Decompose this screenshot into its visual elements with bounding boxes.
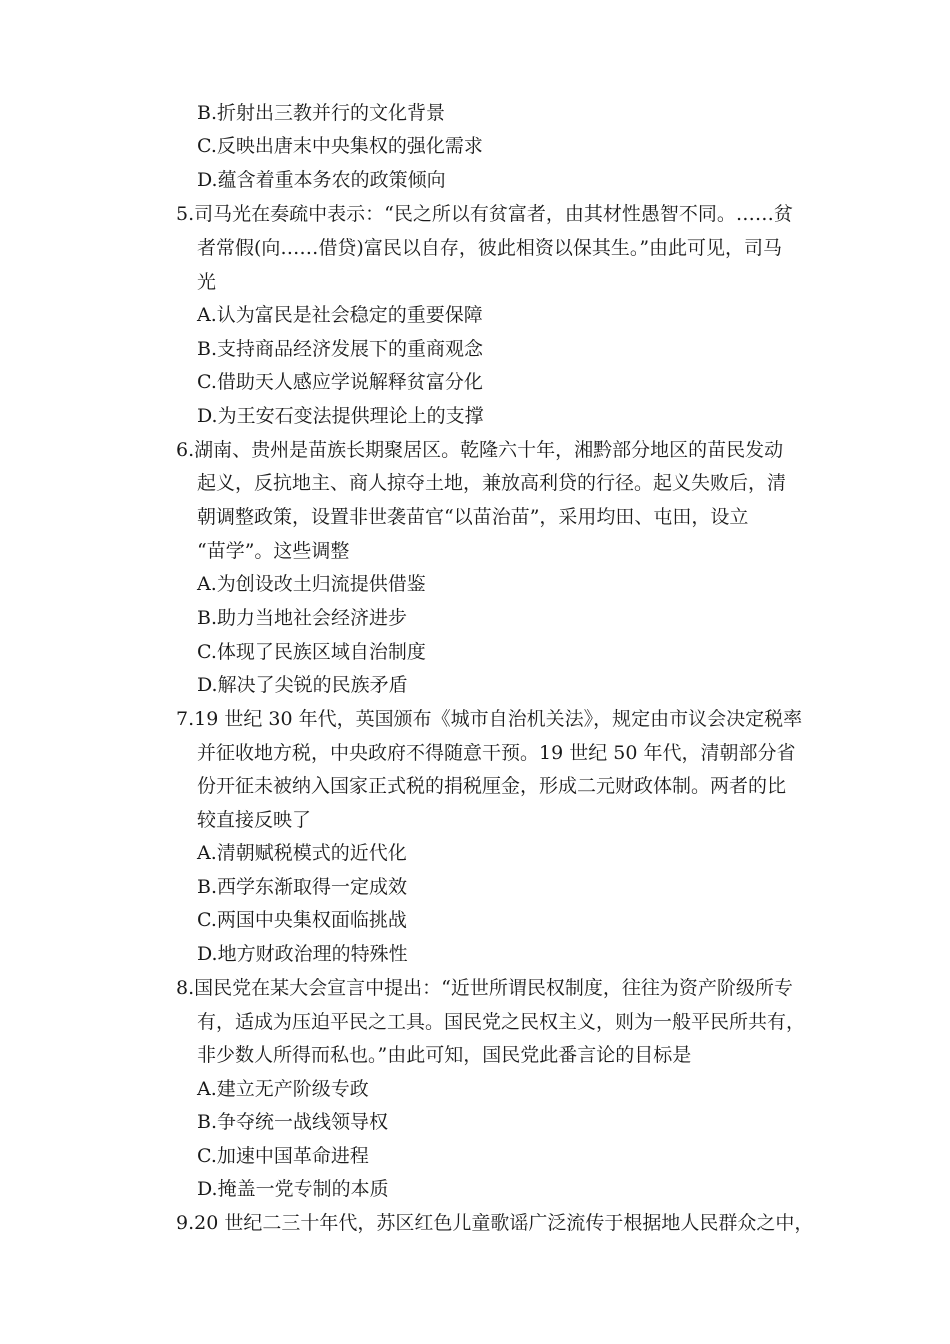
q8-option-d[interactable]: D.掩盖一党专制的本质 — [197, 1178, 389, 1200]
q8-stem-line-3: 非少数人所得而私也。”由此可知，国民党此番言论的目标是 — [197, 1044, 692, 1066]
q6-option-a[interactable]: A.为创设改土归流提供借鉴 — [197, 573, 426, 595]
q7-stem-line-1: 7.19 世纪 30 年代，英国颁布《城市自治机关法》，规定由市议会决定税率 — [176, 708, 803, 730]
q7-stem-line-3: 份开征未被纳入国家正式税的捐税厘金，形成二元财政体制。两者的比 — [197, 775, 787, 797]
q8-option-a[interactable]: A.建立无产阶级专政 — [197, 1078, 369, 1100]
q6-stem-line-1: 6.湖南、贵州是苗族长期聚居区。乾隆六十年，湘黔部分地区的苗民发动 — [176, 439, 784, 461]
q6-option-d[interactable]: D.解决了尖锐的民族矛盾 — [197, 674, 408, 696]
q8-option-b[interactable]: B.争夺统一战线领导权 — [197, 1111, 389, 1133]
q7-stem-line-2: 并征收地方税，中央政府不得随意干预。19 世纪 50 年代，清朝部分省 — [197, 742, 796, 764]
q5-option-b[interactable]: B.支持商品经济发展下的重商观念 — [197, 338, 484, 360]
q8-stem-line-2: 有，适成为压迫平民之工具。国民党之民权主义，则为一般平民所共有， — [197, 1011, 806, 1033]
q8-stem-line-1: 8.国民党在某大会宣言中提出：“近世所谓民权制度，往往为资产阶级所专 — [176, 977, 793, 999]
q4-option-c[interactable]: C.反映出唐末中央集权的强化需求 — [197, 135, 483, 157]
q6-stem-line-4: “苗学”。这些调整 — [197, 540, 350, 562]
q5-number: 5. — [176, 203, 195, 225]
q7-option-b[interactable]: B.西学东渐取得一定成效 — [197, 876, 408, 898]
q5-option-a[interactable]: A.认为富民是社会稳定的重要保障 — [197, 304, 483, 326]
q6-option-b[interactable]: B.助力当地社会经济进步 — [197, 607, 408, 629]
q7-option-d[interactable]: D.地方财政治理的特殊性 — [197, 943, 408, 965]
q5-stem-line-3: 光 — [197, 271, 217, 293]
q5-stem-line-2: 者常假(向……借贷)富民以自存，彼此相资以保其生。”由此可见，司马 — [197, 237, 783, 259]
q5-stem-line-1: 5.司马光在奏疏中表示：“民之所以有贫富者，由其材性愚智不同。……贫 — [176, 203, 793, 225]
q8-option-c[interactable]: C.加速中国革命进程 — [197, 1145, 369, 1167]
q9-number: 9. — [176, 1212, 195, 1234]
q6-stem-line-3: 朝调整政策，设置非世袭苗官“以苗治苗”，采用均田、屯田，设立 — [197, 506, 749, 528]
q9-stem-line-1: 9.20 世纪二三十年代，苏区红色儿童歌谣广泛流传于根据地人民群众之中， — [176, 1212, 814, 1234]
q4-option-b[interactable]: B.折射出三教并行的文化背景 — [197, 102, 446, 124]
q5-option-c[interactable]: C.借助天人感应学说解释贫富分化 — [197, 371, 483, 393]
q7-option-c[interactable]: C.两国中央集权面临挑战 — [197, 909, 407, 931]
q8-number: 8. — [176, 977, 195, 999]
q6-stem-line-2: 起义，反抗地主、商人掠夺土地，兼放高利贷的行径。起义失败后，清 — [197, 472, 787, 494]
q4-option-d[interactable]: D.蕴含着重本务农的政策倾向 — [197, 169, 446, 191]
q7-option-a[interactable]: A.清朝赋税模式的近代化 — [197, 842, 407, 864]
q5-option-d[interactable]: D.为王安石变法提供理论上的支撑 — [197, 405, 484, 427]
q7-number: 7. — [176, 708, 195, 730]
q7-stem-line-4: 较直接反映了 — [197, 809, 312, 831]
q6-option-c[interactable]: C.体现了民族区域自治制度 — [197, 641, 426, 663]
q6-number: 6. — [176, 439, 195, 461]
